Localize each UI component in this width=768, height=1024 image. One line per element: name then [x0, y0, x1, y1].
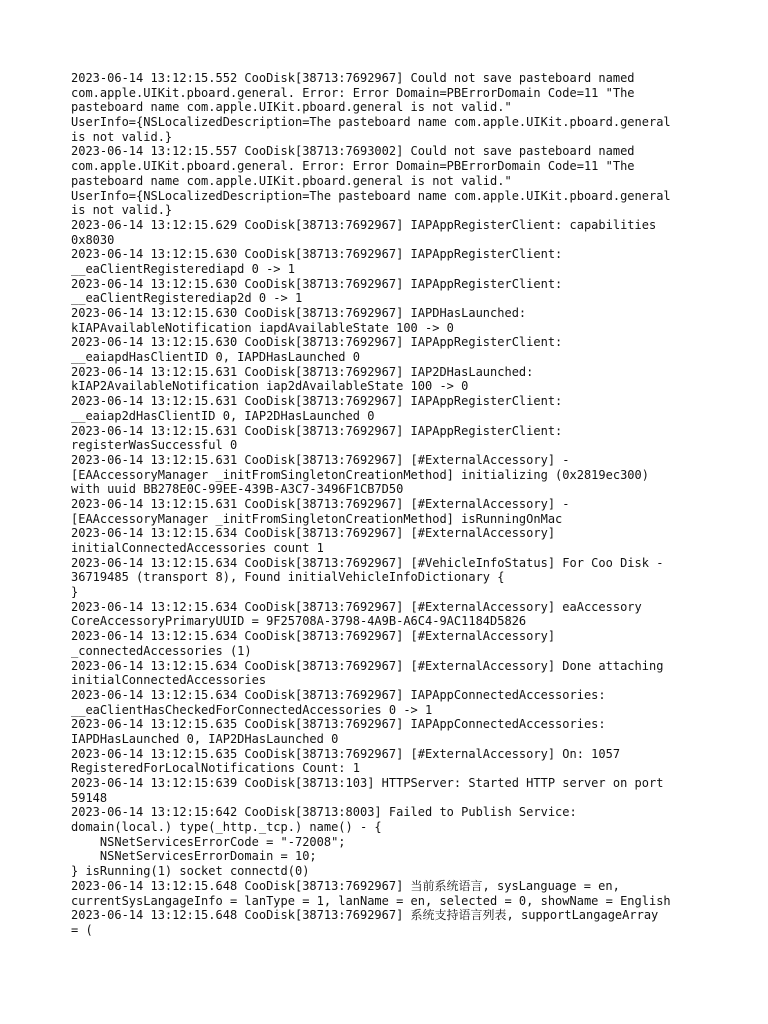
log-line: 2023-06-14 13:12:15:642 CooDisk[38713:8003] Failed to Publish Service: [71, 805, 577, 820]
log-line: 2023-06-14 13:12:15:639 CooDisk[38713:103] HTTPServer: Started HTTP server on port [71, 776, 664, 790]
log-line: com.apple.UIKit.pboard.general. Error: Error Domain=PBErrorDomain Code=11 "The [71, 159, 635, 174]
log-line: pasteboard name com.apple.UIKit.pboard.general is not valid." [71, 100, 512, 115]
log-line: 59148 [71, 790, 108, 805]
log-line: __eaiap2dHasClientID 0, IAP2DHasLaunched 0 [71, 408, 375, 423]
log-line: [EAAccessoryManager _initFromSingletonCreationMethod] initializing (0x2819ec300) [71, 467, 649, 482]
log-line: is not valid.} [71, 129, 173, 144]
log-line: 2023-06-14 13:12:15.648 CooDisk[38713:7692967] 当前系统语言, sysLanguage = en, [71, 878, 620, 893]
log-line: } isRunning(1) socket connectd(0) [71, 864, 310, 879]
log-line: kIAPAvailableNotification iapdAvailableState 100 -> 0 [71, 320, 454, 335]
log-line: 2023-06-14 13:12:15.634 CooDisk[38713:7692967] [#ExternalAccessory] Done attaching [71, 658, 664, 673]
log-line: __eaiapdHasClientID 0, IAPDHasLaunched 0 [71, 350, 360, 365]
log-line: 2023-06-14 13:12:15.552 CooDisk[38713:7692967] Could not save pasteboard named [71, 71, 635, 85]
log-line: [EAAccessoryManager _initFromSingletonCreationMethod] isRunningOnMac [71, 511, 563, 526]
log-line: 2023-06-14 13:12:15.629 CooDisk[38713:7692967] IAPAppRegisterClient: capabilities [71, 217, 657, 232]
log-line: _connectedAccessories (1) [71, 643, 252, 658]
log-line: currentSysLangageInfo = lanType = 1, lanName = en, selected = 0, showName = English [71, 893, 671, 908]
log-line: UserInfo={NSLocalizedDescription=The pasteboard name com.apple.UIKit.pboard.general [71, 115, 671, 130]
log-line: 2023-06-14 13:12:15.631 CooDisk[38713:7692967] IAPAppRegisterClient: [71, 423, 563, 438]
log-line: NSNetServicesErrorDomain = 10; [71, 849, 317, 864]
log-line: 2023-06-14 13:12:15.648 CooDisk[38713:7692967] 系统支持语言列表, supportLangageArray [71, 908, 659, 923]
log-line: 2023-06-14 13:12:15.635 CooDisk[38713:7692967] IAPAppConnectedAccessories: [71, 717, 606, 732]
log-line: 2023-06-14 13:12:15.631 CooDisk[38713:7692967] IAPAppRegisterClient: [71, 394, 563, 409]
log-line: NSNetServicesErrorCode = "-72008"; [71, 834, 346, 849]
log-line: 2023-06-14 13:12:15.635 CooDisk[38713:7692967] [#ExternalAccessory] On: 1057 [71, 746, 621, 761]
log-line: UserInfo={NSLocalizedDescription=The pasteboard name com.apple.UIKit.pboard.general [71, 188, 671, 203]
log-line: RegisteredForLocalNotifications Count: 1 [71, 761, 360, 776]
log-line: is not valid.} [71, 203, 173, 218]
log-line: 2023-06-14 13:12:15.634 CooDisk[38713:7692967] [#ExternalAccessory] [71, 629, 556, 644]
log-line: 2023-06-14 13:12:15.631 CooDisk[38713:7692967] [#ExternalAccessory] - [71, 452, 570, 467]
log-line: 2023-06-14 13:12:15.630 CooDisk[38713:7692967] IAPAppRegisterClient: [71, 276, 563, 291]
log-line: 2023-06-14 13:12:15.557 CooDisk[38713:7693002] Could not save pasteboard named [71, 144, 635, 159]
log-line: initialConnectedAccessories [71, 673, 267, 688]
log-document [71, 71, 731, 938]
log-line: __eaClientRegisterediapd 0 -> 1 [71, 261, 295, 276]
log-line: __eaClientRegisterediap2d 0 -> 1 [71, 291, 303, 306]
log-line: IAPDHasLaunched 0, IAP2DHasLaunched 0 [71, 731, 339, 746]
log-line: 36719485 (transport 8), Found initialVehicleInfoDictionary { [71, 570, 505, 585]
log-line: CoreAccessoryPrimaryUUID = 9F25708A-3798-4A9B-A6C4-9AC1184D5826 [71, 614, 527, 629]
log-line: 2023-06-14 13:12:15.634 CooDisk[38713:7692967] [#VehicleInfoStatus] For Coo Disk - [71, 555, 664, 570]
log-line: 2023-06-14 13:12:15.631 CooDisk[38713:7692967] IAP2DHasLaunched: [71, 364, 534, 379]
log-line: __eaClientHasCheckedForConnectedAccessories 0 -> 1 [71, 702, 433, 717]
log-line: with uuid BB278E0C-99EE-439B-A3C7-3496F1CB7D50 [71, 482, 404, 497]
log-line: domain(local.) type(_http._tcp.) name() - { [71, 820, 382, 835]
log-line: = ( [71, 922, 93, 937]
log-line: initialConnectedAccessories count 1 [71, 541, 324, 555]
log-line: 2023-06-14 13:12:15.630 CooDisk[38713:7692967] IAPAppRegisterClient: [71, 247, 563, 262]
log-line: kIAP2AvailableNotification iap2dAvailableState 100 -> 0 [71, 379, 469, 394]
log-line: 2023-06-14 13:12:15.630 CooDisk[38713:7692967] IAPAppRegisterClient: [71, 335, 563, 350]
log-line: 2023-06-14 13:12:15.630 CooDisk[38713:7692967] IAPDHasLaunched: [71, 306, 527, 320]
log-line: 2023-06-14 13:12:15.634 CooDisk[38713:7692967] IAPAppConnectedAccessories: [71, 687, 606, 702]
log-line: 2023-06-14 13:12:15.631 CooDisk[38713:7692967] [#ExternalAccessory] - [71, 496, 570, 511]
log-line: pasteboard name com.apple.UIKit.pboard.general is not valid." [71, 173, 512, 188]
log-line: 2023-06-14 13:12:15.634 CooDisk[38713:7692967] [#ExternalAccessory] [71, 526, 556, 541]
log-line: registerWasSuccessful 0 [71, 438, 238, 453]
log-line: 2023-06-14 13:12:15.634 CooDisk[38713:7692967] [#ExternalAccessory] eaAccessory [71, 599, 642, 614]
log-line: 0x8030 [71, 232, 115, 247]
log-line: } [71, 585, 79, 600]
log-line: com.apple.UIKit.pboard.general. Error: Error Domain=PBErrorDomain Code=11 "The [71, 85, 635, 100]
